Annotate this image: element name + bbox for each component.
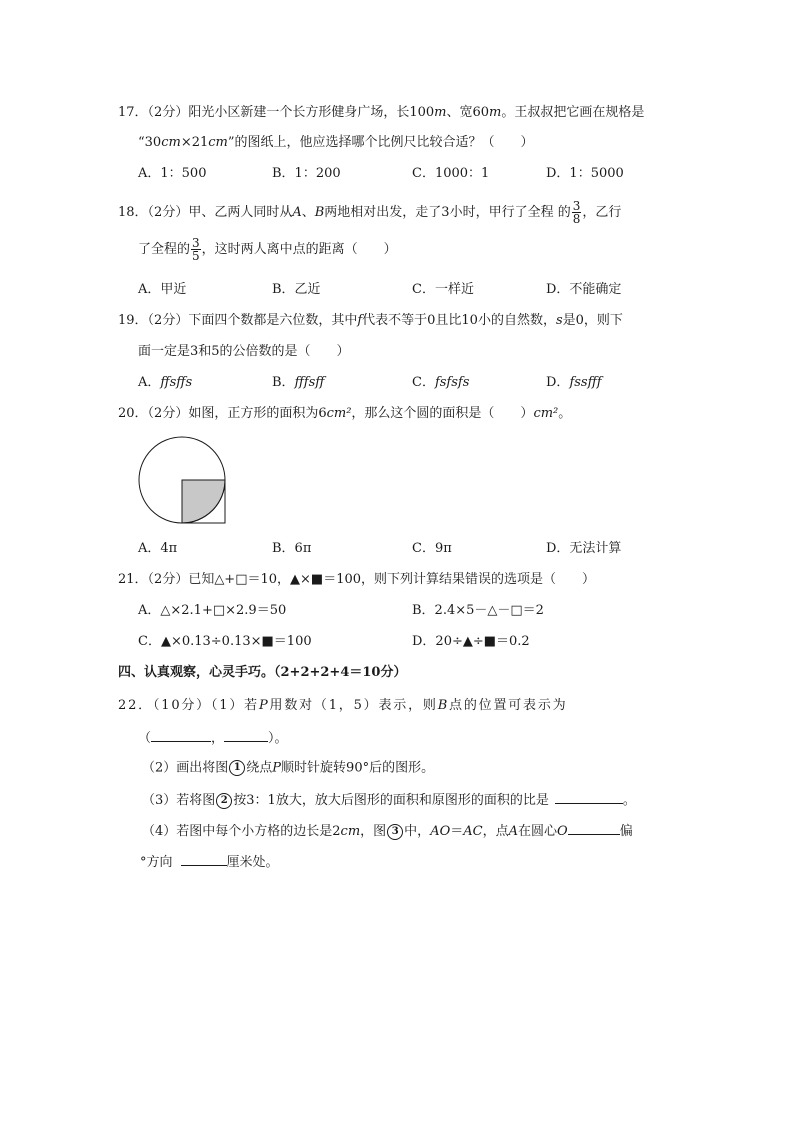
q18-text-2a: 了全程的 [138,242,191,257]
q18-point-a: A [292,205,302,220]
q22-part-4 [142,822,633,840]
q22-p2-text-b: 绕点 [246,760,273,776]
q19-text: 19．（2分）下面四个数都是六位数，其中 [118,313,358,328]
q22-p4-blank-2[interactable] [181,853,227,866]
q20-text: 20．（2分）如图，正方形的面积为6 [118,406,327,421]
q21-option-a[interactable]: A．△×2.1+□×2.9＝50 [138,603,287,618]
q18-fraction-2 [191,237,201,262]
q21-option-d[interactable]: D．20÷▲÷■＝0.2 [412,634,530,649]
q22-line-2 [138,729,288,747]
q19-text-c: 是0，则下 [562,313,623,328]
q22-part-2 [142,760,434,777]
q18-option-c[interactable]: C．一样近 [412,282,474,297]
q17-unit-m: m [434,105,447,120]
section-4-title: 四、认真观察，心灵手巧。（2+2+2+4＝10分） [118,665,407,680]
q17-option-a[interactable]: A．1：500 [138,166,207,181]
q20-line-1 [118,406,571,422]
q22-p2-point-p: P [272,760,282,776]
q22-paren-open: （ [138,731,152,746]
q19-text-b: 代表不等于0且比10小的自然数， [362,313,556,328]
q19-option-a-label: A． [138,375,161,390]
q18-line-1 [118,200,621,226]
q22-blank-2[interactable] [224,729,268,742]
q19-option-d[interactable] [546,375,602,391]
q22-p4-point-a: A [508,824,518,839]
q17-text-times: ×21 [180,135,209,150]
q19-option-d-value: fssfff [569,375,602,390]
figure-3-circled-number: 3 [387,824,403,840]
q17-text-2a: “30 [138,135,162,150]
q18-line-2 [138,237,397,263]
q19-option-d-label: D． [546,375,570,390]
q20-end: 。 [558,406,572,421]
q22-p3-end: 。 [622,793,636,808]
q22-p4-unit-cm: cm [340,824,361,839]
q22-p4-segment-ao: AO [430,824,451,839]
q18-option-a[interactable]: A．甲近 [138,282,187,297]
q17-line-2 [138,135,534,151]
q22-p4-text-b: ，图 [360,824,387,839]
q19-option-b[interactable] [272,375,324,391]
q22-blank-1[interactable] [151,729,211,742]
q21-option-b[interactable]: B．2.4×5－△－□＝2 [412,603,544,618]
q18-text-c: ，乙行 [582,205,622,220]
q17-unit-cm: cm [161,135,181,150]
q22-p4-text-f: 偏 [619,824,633,839]
q22-p2-text: （2）画出将图 [142,760,229,776]
q20-unit: cm² [533,406,559,421]
q19-option-a[interactable] [138,375,192,391]
q22-point-p: P [258,698,270,713]
q22-point-b: B [437,698,450,713]
q20-text-b: ，那么这个圆的面积是（ ） [351,406,534,421]
q22-p3-text-b: 按3：1放大，放大后图形的面积和原图形的面积的比是 [233,793,549,808]
q22-p4-segment-ac: AC [463,824,483,839]
q18-text-b: 两地相对出发，走了3小时，甲行了全程 的 [324,205,571,220]
q17-option-b[interactable]: B．1：200 [272,166,341,181]
q20-option-b[interactable]: B．6π [272,541,312,556]
q22-p4-equals: ＝ [450,824,464,839]
q22-p4-text: （4）若图中每个小方格的边长是2 [142,824,341,839]
q17-text-2b: ”的图纸上，他应选择哪个比例尺比较合适？（ ） [227,135,534,150]
q18-option-d[interactable]: D．不能确定 [546,282,622,297]
q18-frac2-num: 3 [192,236,200,250]
q19-line-2: 面一定是3和5的公倍数的是（ ） [138,344,350,359]
q20-option-a[interactable]: A．4π [138,541,178,556]
q18-frac1-den: 8 [572,212,581,226]
q22-p4-blank-1[interactable] [568,822,620,835]
q18-text: 18．（2分）甲、乙两人同时从 [118,205,293,220]
q18-sep: 、 [301,205,315,220]
q19-option-b-value: fffsff [294,375,325,390]
q19-option-b-label: B． [272,375,295,390]
q22-text-c: 点的位置可表示为 [449,698,568,713]
q20-option-d[interactable]: D．无法计算 [546,541,622,556]
q22-p3-text: （3）若将图 [142,793,216,808]
q22-p4-point-o: O [557,824,568,839]
q17-option-c[interactable]: C．1000：1 [412,166,490,181]
figure-2-circled-number: 2 [216,793,232,809]
q18-point-b: B [314,205,325,220]
q17-text-mid: 、宽60 [446,105,490,120]
q22-paren-close: ）。 [268,731,288,746]
q18-fraction-1 [572,200,582,225]
q17-unit-cm2: cm [208,135,228,150]
q22-part-3 [142,791,636,809]
q21-option-c[interactable]: C．▲×0.13÷0.13×■＝100 [138,634,312,649]
q19-var-f: f [357,313,363,328]
q22-p5-text: °方向 [140,855,173,870]
q22-text: 22．（10分）（1）若 [118,698,259,713]
q22-p4-text-c: 中， [404,824,431,839]
q19-option-c-label: C． [412,375,435,390]
q22-line-1 [118,698,567,714]
q21-line-1: 21．（2分）已知△+□＝10，▲×■＝100，则下列计算结果错误的选项是（ ） [118,572,596,587]
q20-unit-cm2: cm² [326,406,352,421]
q22-p4-text-d: ，点 [482,824,509,839]
q22-comma: ， [211,731,225,746]
q18-frac1-num: 3 [572,199,581,213]
q18-text-2b: ，这时两人离中点的距离（ ） [201,242,397,257]
q22-p2-text-c: 顺时针旋转90°后的图形。 [281,760,435,776]
q20-shaded-quarter [182,480,225,523]
q22-p5-text-b: 厘米处。 [226,855,279,870]
q17-text-rest: 。王叔叔把它画在规格是 [501,105,645,120]
q18-frac2-den: 5 [192,249,200,263]
q17-unit-m2: m [489,105,502,120]
q17-option-d[interactable]: D．1：5000 [546,166,624,181]
q19-var-s: s [555,313,563,328]
q19-option-c[interactable] [412,375,469,391]
q18-option-b[interactable]: B．乙近 [272,282,321,297]
q22-part-4-cont [140,853,279,871]
q19-line-1 [118,313,623,329]
q22-text-b: 用数对（1，5）表示，则 [269,698,438,713]
q19-option-a-value: ffsffs [160,375,193,390]
figure-1-circled-number: 1 [229,760,245,776]
q19-option-c-value: fsfsfs [434,375,470,390]
q20-circle-square-figure [136,434,230,528]
q17-line-1 [118,105,644,121]
q20-option-c[interactable]: C．9π [412,541,452,556]
q22-p4-text-e: 在圆心 [518,824,558,839]
q22-p3-blank[interactable] [555,791,623,804]
q17-text: 17．（2分）阳光小区新建一个长方形健身广场，长100 [118,105,435,120]
